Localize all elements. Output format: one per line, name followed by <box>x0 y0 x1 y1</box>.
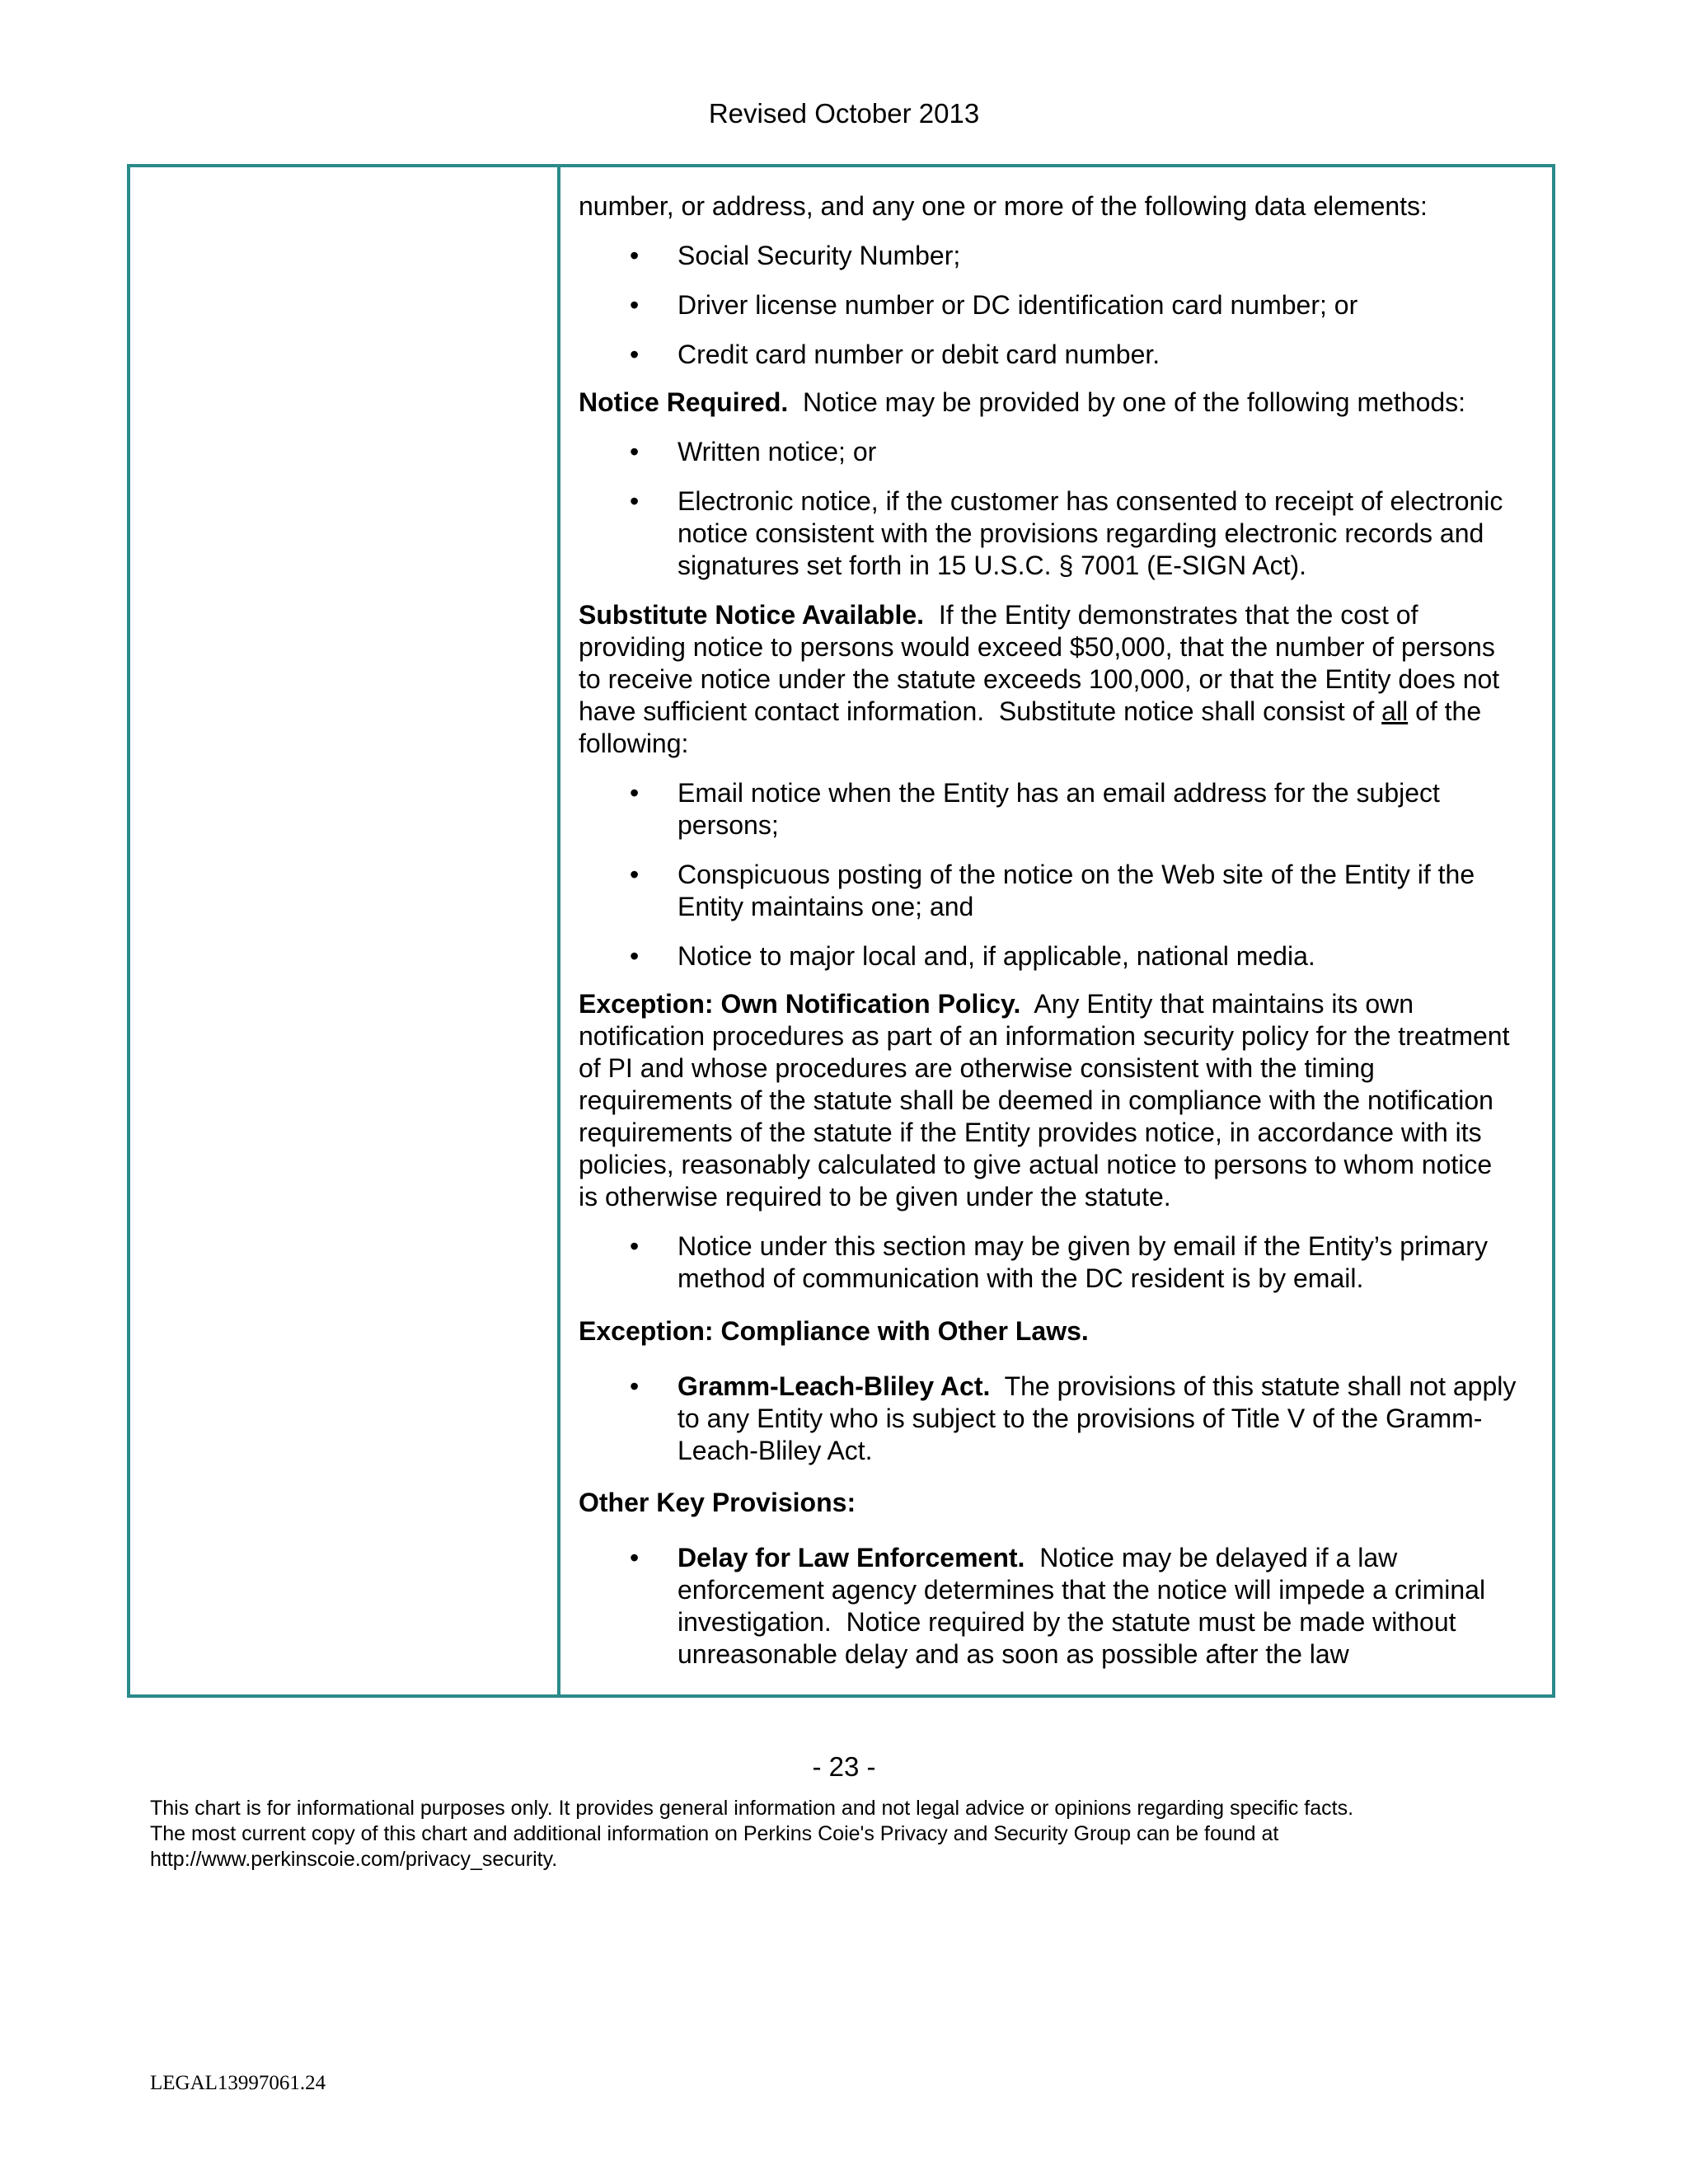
bullet-icon: • <box>630 241 640 270</box>
list-item-text: Email notice when the Entity has an email address for the subject persons; <box>678 778 1440 840</box>
bullet-icon: • <box>630 1371 640 1401</box>
document-id: LEGAL13997061.24 <box>150 2072 326 2094</box>
statute-table <box>127 164 1555 1698</box>
data-elements-intro: number, or address, and any one or more of the following data elements: <box>579 191 1428 221</box>
revision-date: Revised October 2013 <box>708 98 980 129</box>
list-item-text: Notice to major local and, if applicable, national media. <box>678 941 1315 971</box>
list-item <box>579 859 1518 923</box>
other-laws-list <box>579 1371 1524 1467</box>
list-item-text: Credit card number or debit card number. <box>678 340 1160 369</box>
list-item-text: Written notice; or <box>678 437 877 466</box>
own-policy-paragraph <box>579 988 1518 1213</box>
list-item-text: Driver license number or DC identification card number; or <box>678 290 1358 320</box>
other-provisions-heading: Other Key Provisions: <box>579 1488 856 1517</box>
list-item-text: Electronic notice, if the customer has consented to receipt of electronic notice consistent with the provisions regarding electronic records and signatures set forth in 15 U.S.C. § 7001 (E-SIGN Act). <box>678 486 1503 580</box>
bullet-icon: • <box>630 1231 640 1261</box>
list-item <box>579 436 1518 468</box>
data-elements-list <box>579 240 1518 371</box>
substitute-notice-heading: Substitute Notice Available. <box>579 600 925 630</box>
list-item <box>579 940 1518 972</box>
notice-required-text: Notice may be provided by one of the following methods: <box>788 387 1466 417</box>
substitute-notice-text-end: of the following: <box>579 696 1482 758</box>
list-item <box>579 1542 1518 1671</box>
own-policy-heading: Exception: Own Notification Policy. <box>579 989 1021 1019</box>
notice-required-paragraph <box>579 387 1518 419</box>
list-item <box>579 485 1518 582</box>
list-item <box>579 777 1518 841</box>
bullet-icon: • <box>630 290 640 320</box>
substitute-notice-emphasis: all <box>1381 696 1409 726</box>
bullet-icon: • <box>630 860 640 889</box>
bullet-icon: • <box>630 340 640 369</box>
list-item <box>579 289 1518 321</box>
disclaimer-line: The most current copy of this chart and additional information on Perkins Coie's Privacy and Security Group can be found at <box>150 1822 1279 1845</box>
list-item <box>579 339 1518 371</box>
other-provisions-list <box>579 1542 1518 1671</box>
list-item-text: Notice under this section may be given by email if the Entity’s primary method of communication with the DC resident is by email. <box>678 1231 1488 1293</box>
bullet-icon: • <box>630 941 640 971</box>
notice-methods-list <box>579 436 1518 582</box>
disclaimer <box>150 1796 1551 1872</box>
notice-required-heading: Notice Required. <box>579 387 789 417</box>
list-item <box>579 240 1518 272</box>
delay-heading: Delay for Law Enforcement. <box>678 1543 1025 1572</box>
disclaimer-line: This chart is for informational purposes only. It provides general information and not legal advice or opinions regarding specific facts. <box>150 1797 1354 1820</box>
bullet-icon: • <box>630 486 640 516</box>
page-number: - 23 - <box>812 1751 876 1782</box>
bullet-icon: • <box>630 1543 640 1572</box>
substitute-notice-list <box>579 777 1518 972</box>
list-item-text: Social Security Number; <box>678 241 961 270</box>
substitute-notice-paragraph <box>579 599 1518 760</box>
bullet-icon: • <box>630 437 640 466</box>
delay-text: Notice may be delayed if a law enforcement agency determines that the notice will impede a criminal investigation. Notice required by the statute must be made without unreasonable delay and as soon as possible after the law <box>678 1543 1493 1669</box>
own-policy-list <box>579 1230 1518 1295</box>
bullet-icon: • <box>630 778 640 808</box>
own-policy-text: Any Entity that maintains its own notification procedures as part of an information security policy for the treatment of PI and whose procedures are otherwise consistent with the timing requirements of the statute shall be deemed in compliance with the notification requirements of the statute if the Entity provides notice, in accordance with its policies, reasonably calculated to give actual notice to persons to whom notice is otherwise required to be given under the statute. <box>579 989 1517 1212</box>
statute-details-cell <box>579 190 1524 1671</box>
glb-heading: Gramm-Leach-Bliley Act. <box>678 1371 991 1401</box>
glb-text: The provisions of this statute shall not apply to any Entity who is subject to the provisions of Title V of the Gramm-Leach-Bliley Act. <box>678 1371 1524 1465</box>
disclaimer-line: http://www.perkinscoie.com/privacy_security. <box>150 1848 558 1871</box>
list-item-text: Conspicuous posting of the notice on the Web site of the Entity if the Entity maintains one; and <box>678 860 1475 921</box>
substitute-notice-text: If the Entity demonstrates that the cost of providing notice to persons would exceed $50,000, that the number of persons to receive notice under the statute exceeds 100,000, or that the Entity does not have sufficient contact information. Substitute notice shall consist of <box>579 600 1507 726</box>
list-item <box>579 1371 1524 1467</box>
list-item <box>579 1230 1518 1295</box>
column-divider <box>557 167 560 1694</box>
other-laws-heading: Exception: Compliance with Other Laws. <box>579 1316 1089 1346</box>
